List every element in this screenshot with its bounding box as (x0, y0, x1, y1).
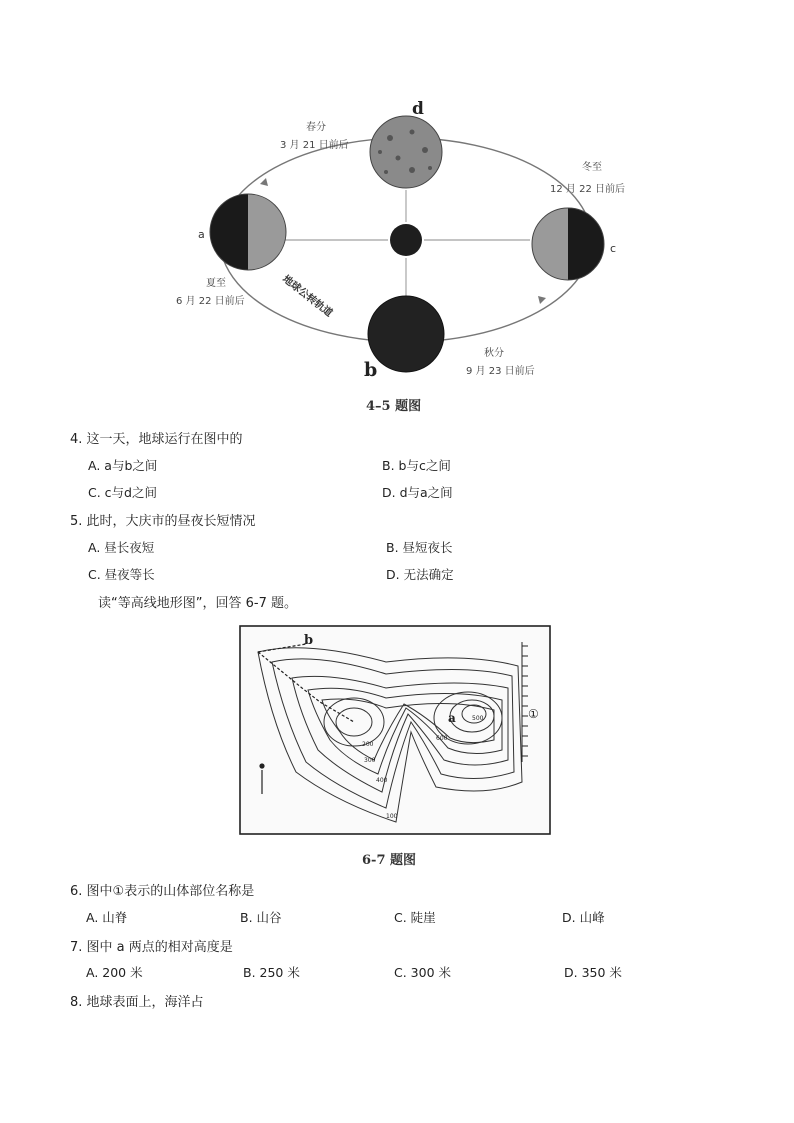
q7-stem: 7. 图中 a 两点的相对高度是 (70, 940, 233, 955)
earth-c (532, 208, 604, 280)
q4-option-b[interactable]: B. b与c之间 (382, 458, 451, 473)
map-contour-500: 500 (472, 715, 484, 722)
map-contour-300: 300 (364, 757, 376, 764)
q5-option-b[interactable]: B. 昼短夜长 (386, 540, 453, 555)
q6-stem: 6. 图中①表示的山体部位名称是 (70, 884, 255, 899)
label-b: b (364, 359, 378, 381)
q4-option-a[interactable]: A. a与b之间 (88, 458, 158, 473)
map-marker-1: ① (528, 707, 539, 721)
orbit-arrow-1 (260, 178, 268, 186)
q4-option-d[interactable]: D. d与a之间 (382, 485, 453, 500)
map-contour-200: 200 (362, 741, 374, 748)
q6-option-b[interactable]: B. 山谷 (240, 910, 282, 925)
earth-a (210, 194, 286, 270)
orbit-label: 地球公转轨道 (280, 273, 335, 320)
figure1-caption: 4–5 题图 (366, 399, 422, 414)
contour-map-figure (236, 622, 554, 874)
map-contour-100: 100 (386, 813, 398, 820)
chunfen-label: 春分 (306, 122, 326, 133)
sun (390, 224, 422, 256)
earth-orbit-figure (150, 92, 660, 422)
q7-option-c[interactable]: C. 300 米 (394, 965, 452, 980)
chunfen-date: 3 月 21 日前后 (280, 140, 349, 151)
figure2-caption: 6-7 题图 (362, 853, 417, 868)
label-c: c (610, 242, 617, 255)
q5-option-a[interactable]: A. 昼长夜短 (88, 540, 155, 555)
map-contour-600: 600 (436, 735, 448, 742)
q7-option-d[interactable]: D. 350 米 (564, 965, 622, 980)
q4-option-c[interactable]: C. c与d之间 (88, 485, 157, 500)
q6-option-d[interactable]: D. 山峰 (562, 910, 605, 925)
qiufen-label: 秋分 (484, 348, 504, 359)
q6-option-a[interactable]: A. 山脊 (86, 910, 128, 925)
label-d: d (412, 99, 424, 119)
label-a: a (198, 228, 205, 241)
map-contour-400: 400 (376, 777, 388, 784)
dongzhi-date: 12 月 22 日前后 (550, 184, 625, 195)
qiufen-date: 9 月 23 日前后 (466, 366, 535, 377)
earth-b (368, 296, 444, 372)
q5-stem: 5. 此时，大庆市的昼夜长短情况 (70, 514, 256, 529)
q7-option-b[interactable]: B. 250 米 (243, 965, 300, 980)
earth-d (370, 116, 442, 188)
q5-option-c[interactable]: C. 昼夜等长 (88, 567, 155, 582)
xiazhi-label: 夏至 (206, 278, 226, 289)
map-label-a: a (448, 711, 456, 725)
q4-stem: 4. 这一天，地球运行在图中的 (70, 432, 243, 447)
q6-option-c[interactable]: C. 陡崖 (394, 910, 436, 925)
map-label-b: b (304, 633, 314, 648)
q5-option-d[interactable]: D. 无法确定 (386, 567, 454, 582)
dongzhi-label: 冬至 (582, 162, 602, 173)
intro-text: 读“等高线地形图”，回答 6-7 题。 (98, 596, 297, 611)
orbit-arrow-2 (538, 296, 546, 304)
q7-option-a[interactable]: A. 200 米 (86, 965, 143, 980)
xiazhi-date: 6 月 22 日前后 (176, 296, 245, 307)
q8-stem: 8. 地球表面上，海洋占 (70, 995, 204, 1010)
